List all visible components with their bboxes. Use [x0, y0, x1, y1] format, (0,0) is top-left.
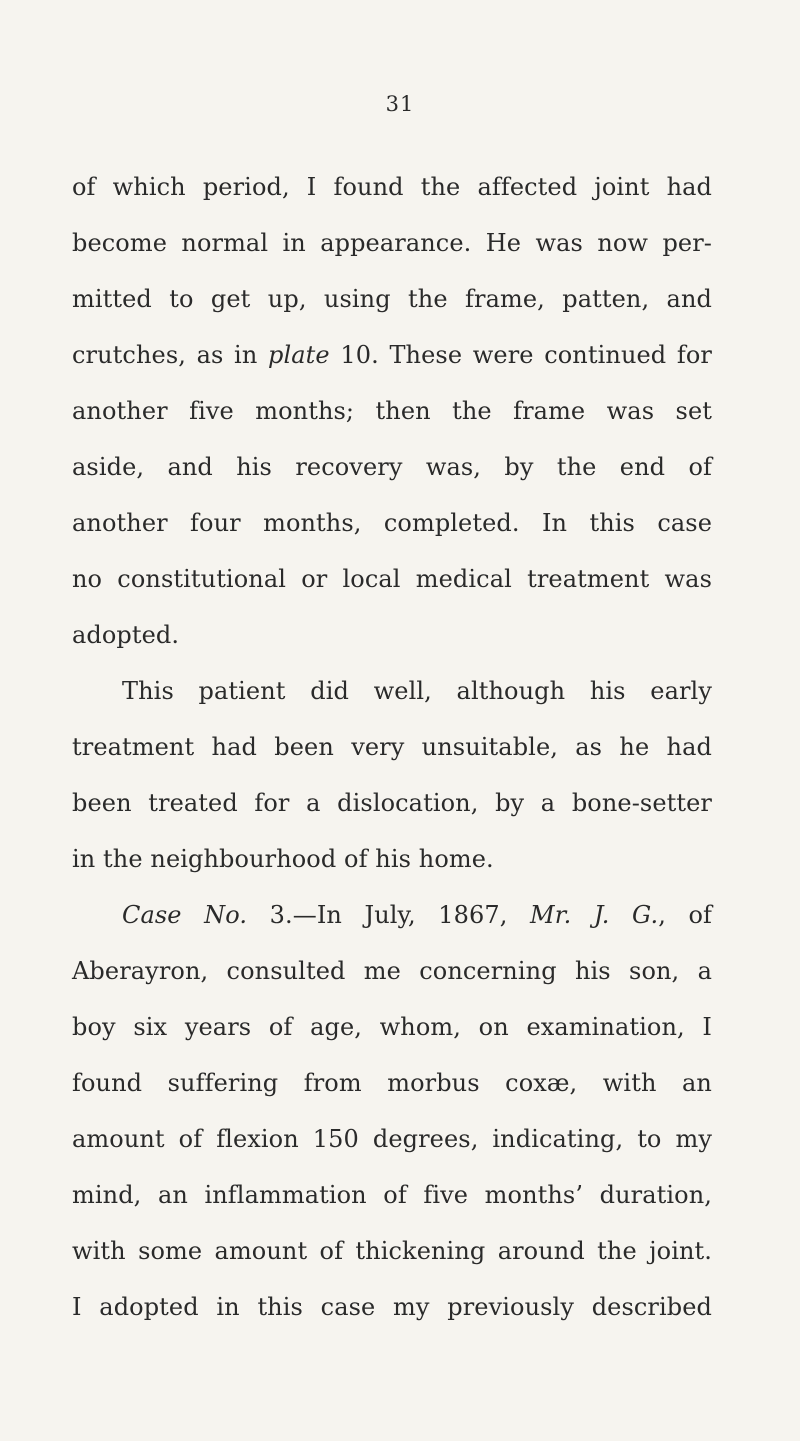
text-line-1: of which period, I found the affected joint had: [72, 173, 712, 201]
text-line-5: another five months; then the frame was set: [72, 397, 712, 425]
text-line-19: mind, an inflammation of five months’ duration,: [72, 1181, 712, 1209]
text-line-16: boy six years of age, whom, on examination, I: [72, 1013, 712, 1041]
text-line-13: in the neighbourhood of his home.: [72, 845, 494, 873]
text-line-12: been treated for a dislocation, by a bone-setter: [72, 789, 712, 817]
patient-initials: Mr. J. G.: [530, 901, 659, 929]
text-line-10: This patient did well, although his early: [122, 677, 712, 705]
case-heading: Case No.: [122, 901, 248, 929]
plate-reference: plate: [268, 341, 330, 369]
text-line-8: no constitutional or local medical treatment was: [72, 565, 712, 593]
page-number: 31: [385, 92, 415, 116]
text-line-7: another four months, completed. In this case: [72, 509, 712, 537]
text-line-6: aside, and his recovery was, by the end of: [72, 453, 712, 481]
text-line-11: treatment had been very unsuitable, as he had: [72, 733, 712, 761]
text-line-20: with some amount of thickening around the joint.: [72, 1237, 712, 1265]
text-line-21: I adopted in this case my previously described: [72, 1293, 712, 1321]
text-line-17: found suffering from morbus coxæ, with an: [72, 1069, 712, 1097]
text-line-3: mitted to get up, using the frame, patten, and: [72, 285, 712, 313]
text-line-2: become normal in appearance. He was now per-: [72, 229, 712, 257]
text-line-4: crutches, as in plate 10. These were continued for: [72, 341, 712, 369]
text-line-9: adopted.: [72, 621, 180, 649]
text-line-14: Case No. 3.—In July, 1867, Mr. J. G., of: [122, 901, 713, 929]
text-line-18: amount of flexion 150 degrees, indicating, to my: [72, 1125, 712, 1153]
text-line-15: Aberayron, consulted me concerning his son, a: [72, 957, 712, 985]
